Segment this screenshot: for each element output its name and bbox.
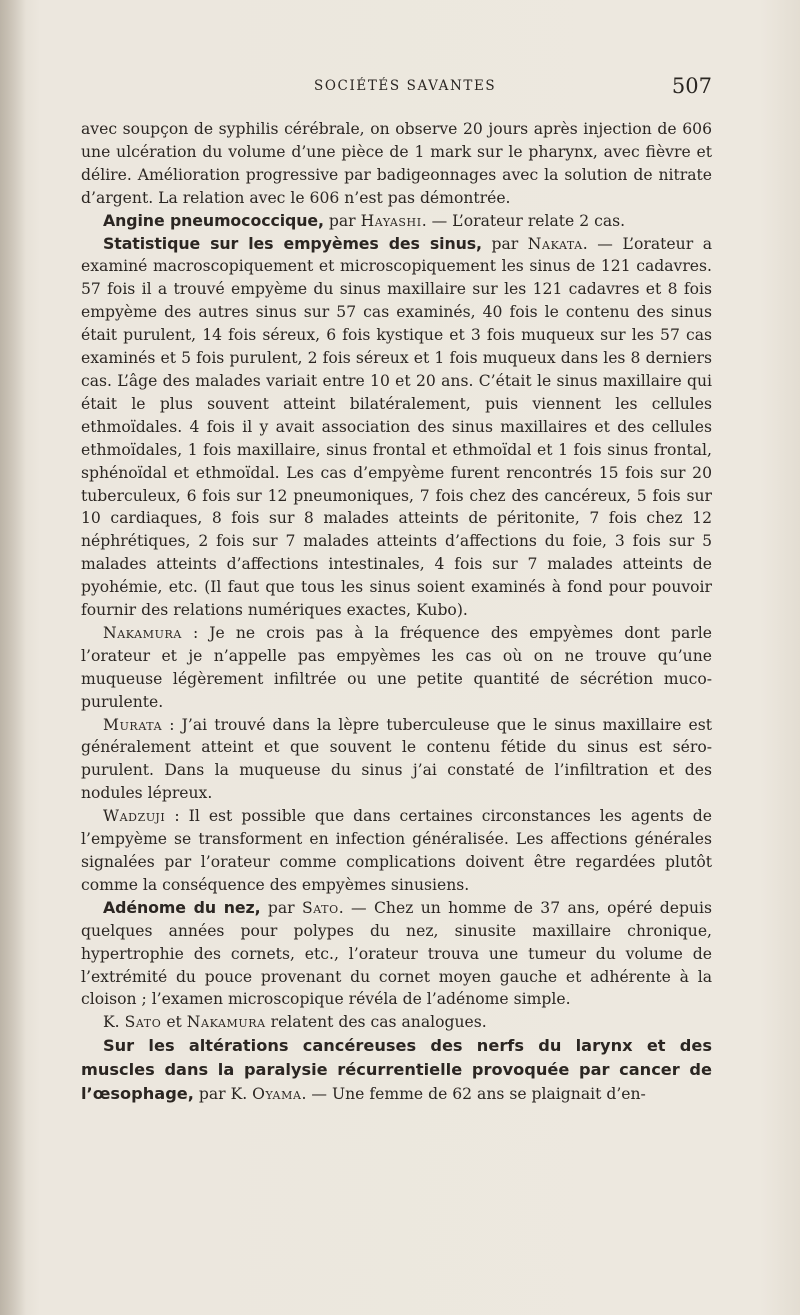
par-word: par <box>260 898 302 917</box>
paragraph-syphilis-case <box>81 118 712 210</box>
section-title-angine: Angine pneumococcique, <box>103 210 324 230</box>
paragraph-text: : Je ne crois pas à la fréquence des empyèmes dont parle l’orateur et je n’appelle pas empyèmes les cas où on ne trouve qu’une muqueuse légèrement infiltrée ou une petite quantité de sécrétion muco-purulente. <box>81 623 712 711</box>
par-word: par <box>323 211 361 230</box>
speaker-wadzuji: Wadzuji <box>103 807 166 826</box>
name-nakamura: Nakamura <box>186 1013 266 1032</box>
paragraph-text: . — L’orateur relate 2 cas. <box>421 211 626 230</box>
speaker-nakamura: Nakamura <box>103 623 182 642</box>
paragraph-adenome <box>81 897 712 1012</box>
paragraph-oyama <box>81 1034 712 1106</box>
paragraph-murata <box>81 714 712 806</box>
paragraph-wadzuji <box>81 805 712 897</box>
paragraph-nakamura <box>81 622 712 714</box>
author-oyama: Oyama <box>252 1085 302 1104</box>
body-text <box>81 118 712 1106</box>
section-title-adenome: Adénome du nez, <box>103 897 261 917</box>
paragraph-analogues <box>81 1011 712 1034</box>
page-number: 507 <box>671 74 712 98</box>
paragraph-text: relatent des cas analogues. <box>265 1013 487 1032</box>
paragraph-text: avec soupçon de syphilis cérébrale, on observe 20 jours après injection de 606 une ulcération du volume d’une pièce de 1 mark sur le pharynx, avec fièvre et délire. Amélioration progressive par badigeonnages avec la solution de nitrate d’argent. La relation avec le 606 n’est pas démontrée. <box>81 120 712 207</box>
initial-k: K. <box>103 1013 125 1032</box>
section-title-alterations: Sur les altérations cancéreuses des nerfs du larynx et des muscles dans la paralysie récurrentielle provoquée par cancer de l’œsophage, <box>81 1036 712 1104</box>
paragraph-statistique <box>81 233 712 622</box>
paragraph-text: : J’ai trouvé dans la lèpre tuberculeuse que le sinus maxillaire est généralement atteint et que souvent le contenu fétide du sinus est séro-purulent. Dans la muqueuse du sinus j’ai constaté de l’infiltration et des nodules lépreux. <box>81 715 712 803</box>
section-title-statistique: Statistique sur les empyèmes des sinus, <box>103 233 482 253</box>
paragraph-text: . — L’orateur a examiné macroscopiquement et microscopiquement les sinus de 121 cadavres. 57 fois il a trouvé empyème du sinus maxillaire sur les 121 cadavres et 8 fois empyème des autres sinus sur 57 cas examinés, 40 fois le contenu des sinus était purulent, 14 fois séreux, 6 fois kystique et 3 fois muqueux sur les 57 cas examinés et 5 fois purulent, 2 fois séreux et 1 fois muqueux dans les 8 derniers cas. L’âge des malades variait entre 10 et 20 ans. C’était le sinus maxillaire qui était le plus souvent atteint bilatéralement, puis viennent les cellules ethmoïdales. 4 fois il y avait association des sinus maxillaires et des cellules ethmoïdales, 1 fois maxillaire, sinus frontal et ethmoïdal et 1 fois sinus frontal, sphénoïdal et ethmoïdal. Les cas d’empyème furent rencontrés 15 fois sur 20 tuberculeux, 6 fois sur 12 pneumoniques, 7 fois chez des cancéreux, 5 fois sur 10 cardiaques, 8 fois sur 8 malades atteints de péritonite, 7 fois chez 12 néphrétiques, 2 fois sur 7 malades atteints d’affections du foie, 3 fois sur 5 malades atteints d’affections intestinales, 4 fois sur 7 malades atteints de pyohémie, etc. (Il faut que tous les sinus soient examinés à fond pour pouvoir fournir des relations numériques exactes, Kubo). <box>81 234 712 620</box>
paragraph-text: : Il est possible que dans certaines circonstances les agents de l’empyème se transforment en infection généralisée. Les affections générales signalées par l’orateur comme complications doivent être regardées plutôt comme la conséquence des empyèmes sinusiens. <box>81 807 712 894</box>
author-hayashi: Hayashi <box>360 211 422 230</box>
paragraph-text: . — Une femme de 62 ans se plaignait d’en- <box>301 1085 646 1104</box>
initial-k: K. <box>230 1085 253 1104</box>
paragraph-text: . — Chez un homme de 37 ans, opéré depuis quelques années pour polypes du nez, sinusite maxillaire chronique, hypertrophie des cornets, etc., l’orateur trouva une tumeur du volume de l’extrémité du pouce provenant du cornet moyen gauche et adhérente à la cloison ; l’examen microscopique révéla de l’adénome simple. <box>81 898 712 1009</box>
author-nakata: Nakata <box>527 234 583 253</box>
running-head <box>100 74 712 100</box>
par-word: par <box>193 1085 231 1104</box>
name-sato: Sato <box>124 1013 162 1032</box>
par-word: par <box>481 234 528 253</box>
author-sato: Sato <box>301 898 339 917</box>
paragraph-angine <box>81 210 712 233</box>
binding-shadow <box>0 0 26 1315</box>
et-word: et <box>161 1013 187 1032</box>
speaker-murata: Murata <box>103 715 163 734</box>
running-title: SOCIÉTÉS SAVANTES <box>314 78 497 94</box>
